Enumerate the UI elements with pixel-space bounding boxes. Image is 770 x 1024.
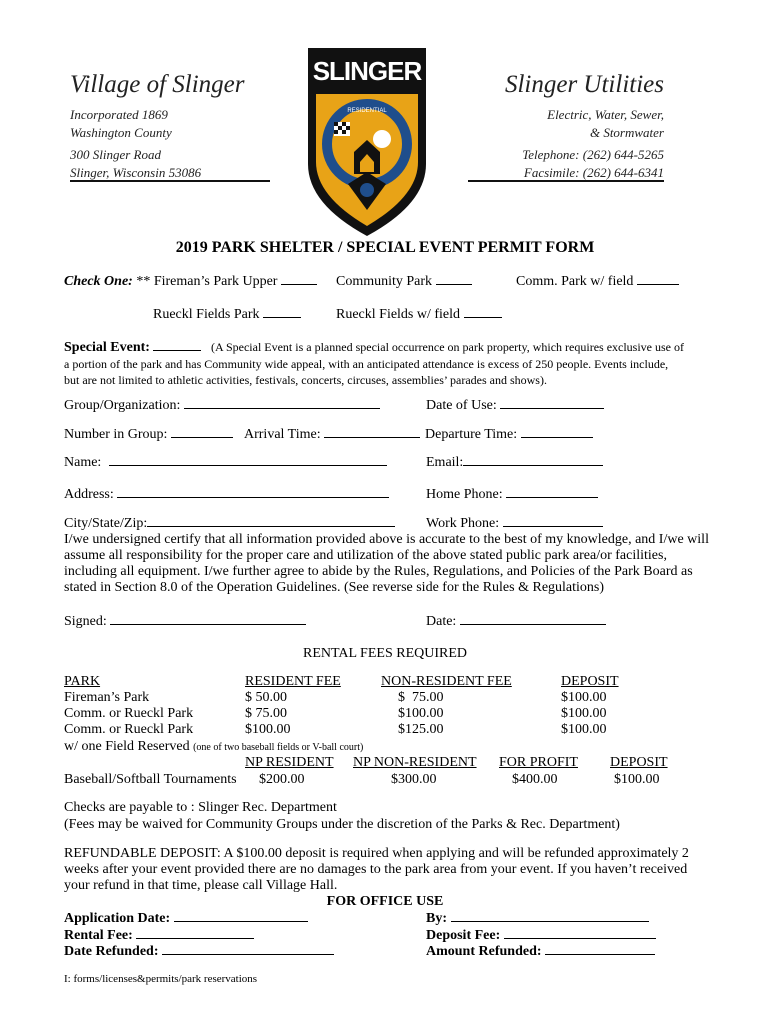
- fees-row-2-resident: $ 75.00: [245, 706, 287, 721]
- check-one-label: Check One:: [64, 274, 133, 289]
- village-letterhead: [70, 70, 245, 182]
- fees-waived-note: (Fees may be waived for Community Groups under the discretion of the Parks & Rec. Department): [64, 817, 620, 832]
- certification-line-1: I/we undersigned certify that all information provided above is accurate to the best of my knowledge, and I/we will: [64, 532, 709, 547]
- ball-tournaments-label: Baseball/Softball Tournaments: [64, 772, 237, 787]
- email-input[interactable]: [463, 454, 603, 466]
- fees-row-1-park: Fireman’s Park: [64, 690, 150, 705]
- special-event-row: [64, 339, 684, 356]
- fees-row-2-deposit: $100.00: [561, 706, 607, 721]
- home-phone-field: [426, 486, 598, 503]
- slinger-crest-logo: [304, 44, 430, 240]
- work-phone-field: [426, 515, 603, 532]
- ball-np-non-resident-value: $300.00: [391, 772, 437, 787]
- special-event-blank[interactable]: [153, 339, 201, 351]
- office-use-heading: FOR OFFICE USE: [326, 894, 444, 909]
- ball-col-np-resident: NP RESIDENT: [245, 755, 334, 770]
- arrival-time-field: [244, 426, 420, 443]
- ball-col-deposit: DEPOSIT: [610, 755, 668, 770]
- utilities-stormwater: & Stormwater: [589, 125, 664, 140]
- signed-field: [64, 613, 306, 630]
- option-rueckl-fields-park-label: Rueckl Fields Park: [153, 307, 260, 322]
- village-county: Washington County: [70, 125, 172, 140]
- date-of-use-field: [426, 397, 604, 414]
- home-phone-label: Home Phone:: [426, 487, 503, 502]
- city-state-zip-field: [64, 515, 395, 532]
- rental-fee-input[interactable]: [136, 927, 254, 939]
- option-community-park: [336, 273, 472, 290]
- number-in-group-field: [64, 426, 233, 443]
- sign-date-input[interactable]: [460, 613, 606, 625]
- ball-deposit-value: $100.00: [614, 772, 660, 787]
- special-event-description-1: (A Special Event is a planned special occurrence on park property, which requires exclusive use of: [210, 340, 684, 354]
- refundable-deposit-line-3: your refund in that time, please call Village Hall.: [64, 878, 338, 893]
- signature-input[interactable]: [110, 613, 306, 625]
- certification-line-3: including all equipment. I/we further agree to abide by the Rules, Regulations, and Policies of the Park Board as: [64, 564, 693, 579]
- fees-col-park: PARK: [64, 674, 101, 689]
- application-date-input[interactable]: [174, 910, 308, 922]
- option-rueckl-fields-field-blank[interactable]: [464, 306, 502, 318]
- name-label: Name:: [64, 455, 102, 470]
- amount-refunded-label: Amount Refunded:: [426, 944, 542, 959]
- fees-row-3-resident: $100.00: [245, 722, 291, 737]
- left-divider: [70, 180, 270, 182]
- city-state-zip-label: City/State/Zip:: [64, 516, 148, 531]
- date-refunded-input[interactable]: [162, 943, 334, 955]
- date-refunded-field: [64, 943, 334, 960]
- special-event-description-3: but are not limited to athletic activities, festivals, concerts, circuses, assemblies’ parades and shows).: [64, 373, 547, 387]
- amount-refunded-input[interactable]: [545, 943, 655, 955]
- ball-col-for-profit: FOR PROFIT: [499, 755, 578, 770]
- checks-payable: Checks are payable to : Slinger Rec. Department: [64, 800, 337, 815]
- utilities-letterhead: [505, 70, 664, 182]
- fees-col-deposit: DEPOSIT: [561, 674, 619, 689]
- svg-text:RESIDENTIAL: RESIDENTIAL: [347, 108, 387, 114]
- application-date-label: Application Date:: [64, 911, 171, 926]
- deposit-fee-input[interactable]: [504, 927, 656, 939]
- address-field: [64, 486, 389, 503]
- fees-col-resident: RESIDENT FEE: [245, 674, 341, 689]
- fees-col-non-resident: NON-RESIDENT FEE: [381, 674, 512, 689]
- refundable-deposit-line-1: REFUNDABLE DEPOSIT: A $100.00 deposit is required when applying and will be refunded approximately 2: [64, 846, 689, 861]
- village-title: Village of Slinger: [70, 71, 245, 98]
- ball-for-profit-value: $400.00: [512, 772, 558, 787]
- fees-row-1-resident: $ 50.00: [245, 690, 287, 705]
- rental-fee-field: [64, 927, 254, 944]
- field-reserved-row: [64, 739, 363, 756]
- deposit-fee-label: Deposit Fee:: [426, 928, 501, 943]
- departure-time-input[interactable]: [521, 426, 593, 438]
- fees-row-2-park: Comm. or Rueckl Park: [64, 706, 194, 721]
- signed-label: Signed:: [64, 614, 107, 629]
- option-rueckl-fields-park-blank[interactable]: [263, 306, 301, 318]
- fees-row-2-non-resident: $100.00: [398, 706, 444, 721]
- option-community-park-label: Community Park: [336, 274, 433, 289]
- fees-row-3-deposit: $100.00: [561, 722, 607, 737]
- email-label: Email:: [426, 455, 464, 470]
- refundable-deposit-line-2: weeks after your event provided there are no damages to the park area from your event. If you haven’t received: [64, 862, 688, 877]
- departure-time-field: [425, 426, 593, 443]
- by-field: [426, 910, 649, 927]
- city-state-zip-input[interactable]: [147, 515, 395, 527]
- fees-row-1-non-resident: $ 75.00: [398, 690, 444, 705]
- certification-line-4: stated in Section 8.0 of the Operation Guidelines. (See reverse side for the Rules & Regulations): [64, 580, 605, 595]
- footer-file-path: I: forms/licenses&permits/park reservations: [64, 973, 258, 985]
- village-street: 300 Slinger Road: [70, 147, 161, 162]
- utilities-telephone: Telephone: (262) 644-5265: [522, 147, 664, 162]
- option-rueckl-fields-park: [153, 306, 301, 323]
- number-in-group-input[interactable]: [171, 426, 233, 438]
- email-field: [426, 454, 603, 471]
- application-date-field: [64, 910, 308, 927]
- number-in-group-label: Number in Group:: [64, 427, 168, 442]
- home-phone-input[interactable]: [506, 486, 598, 498]
- rental-fees-heading: RENTAL FEES REQUIRED: [302, 646, 468, 661]
- work-phone-label: Work Phone:: [426, 516, 500, 531]
- group-organization-input[interactable]: [184, 397, 380, 409]
- work-phone-input[interactable]: [503, 515, 603, 527]
- option-comm-park-field-label: Comm. Park w/ field: [516, 274, 634, 289]
- option-comm-park-field-blank[interactable]: [637, 273, 679, 285]
- name-field: [64, 454, 387, 471]
- rental-fee-label: Rental Fee:: [64, 928, 133, 943]
- date-of-use-label: Date of Use:: [426, 398, 497, 413]
- utilities-services: Electric, Water, Sewer,: [547, 107, 664, 122]
- field-reserved-label: w/ one Field Reserved: [64, 739, 190, 754]
- departure-time-label: Departure Time:: [425, 427, 518, 442]
- fees-row-1-deposit: $100.00: [561, 690, 607, 705]
- option-firemans-park-upper-label: ** Fireman’s Park Upper: [136, 274, 278, 289]
- group-organization-field: [64, 397, 380, 414]
- address-input[interactable]: [117, 486, 389, 498]
- option-community-park-blank[interactable]: [436, 273, 472, 285]
- special-event-description-2: a portion of the park and has Community wide appeal, with an anticipated attendance is excess of 250 people. Events include,: [64, 357, 669, 371]
- date-of-use-input[interactable]: [500, 397, 604, 409]
- fees-row-3-non-resident: $125.00: [398, 722, 444, 737]
- name-input[interactable]: [109, 454, 387, 466]
- by-input[interactable]: [451, 910, 649, 922]
- option-rueckl-fields-field: [336, 306, 502, 323]
- arrival-time-label: Arrival Time:: [244, 427, 321, 442]
- ball-col-np-non-resident: NP NON-RESIDENT: [353, 755, 477, 770]
- fees-row-3-park: Comm. or Rueckl Park: [64, 722, 194, 737]
- sign-date-field: [426, 613, 606, 630]
- utilities-facsimile: Facsimile: (262) 644-6341: [523, 165, 664, 180]
- sign-date-label: Date:: [426, 614, 457, 629]
- svg-text:SLINGER: SLINGER: [312, 56, 422, 86]
- amount-refunded-field: [426, 943, 655, 960]
- utilities-title: Slinger Utilities: [504, 71, 664, 98]
- address-label: Address:: [64, 487, 114, 502]
- arrival-time-input[interactable]: [324, 426, 420, 438]
- field-reserved-note: (one of two baseball fields or V-ball court): [193, 742, 364, 753]
- option-rueckl-fields-field-label: Rueckl Fields w/ field: [336, 307, 461, 322]
- date-refunded-label: Date Refunded:: [64, 944, 159, 959]
- certification-line-2: assume all responsibility for the proper care and utilization of the above stated public park area/or facilities,: [64, 548, 667, 563]
- ball-np-resident-value: $200.00: [259, 772, 305, 787]
- special-event-label: Special Event:: [64, 340, 150, 355]
- by-label: By:: [426, 911, 447, 926]
- village-incorporated: Incorporated 1869: [70, 107, 168, 122]
- village-city: Slinger, Wisconsin 53086: [70, 165, 202, 180]
- group-organization-label: Group/Organization:: [64, 398, 181, 413]
- option-firemans-park-upper-blank[interactable]: [281, 273, 317, 285]
- form-title: 2019 PARK SHELTER / SPECIAL EVENT PERMIT FORM: [175, 239, 595, 256]
- option-comm-park-field: [516, 273, 679, 290]
- right-divider: [468, 180, 664, 182]
- deposit-fee-field: [426, 927, 656, 944]
- check-one-row: [64, 273, 317, 290]
